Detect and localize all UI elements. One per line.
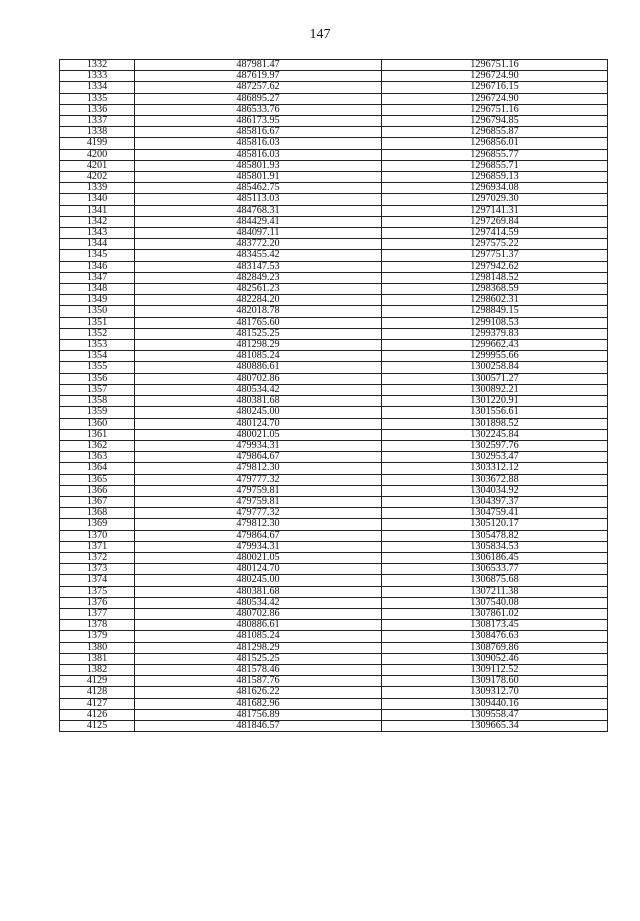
y-coordinate-cell: 1304397.37	[382, 496, 608, 507]
point-number-cell: 1338	[60, 127, 135, 138]
x-coordinate-cell: 481525.25	[135, 653, 382, 664]
point-number-cell: 1351	[60, 317, 135, 328]
point-number-cell: 1350	[60, 306, 135, 317]
point-number-cell: 1374	[60, 575, 135, 586]
table-row	[60, 272, 608, 283]
x-coordinate-cell: 479759.81	[135, 496, 382, 507]
x-coordinate-cell: 480021.05	[135, 552, 382, 563]
x-coordinate-cell: 481578.46	[135, 664, 382, 675]
table-row	[60, 138, 608, 149]
table-row	[60, 631, 608, 642]
x-coordinate-cell: 480702.86	[135, 373, 382, 384]
table-row	[60, 295, 608, 306]
y-coordinate-cell: 1297751.37	[382, 250, 608, 261]
table-row	[60, 519, 608, 530]
point-number-cell: 1334	[60, 82, 135, 93]
point-number-cell: 1376	[60, 597, 135, 608]
y-coordinate-cell: 1308476.63	[382, 631, 608, 642]
y-coordinate-cell: 1299108.53	[382, 317, 608, 328]
x-coordinate-cell: 486533.76	[135, 104, 382, 115]
point-number-cell: 1341	[60, 205, 135, 216]
point-number-cell: 1381	[60, 653, 135, 664]
table-row	[60, 183, 608, 194]
y-coordinate-cell: 1303312.12	[382, 463, 608, 474]
table-row	[60, 328, 608, 339]
point-number-cell: 4201	[60, 160, 135, 171]
y-coordinate-cell: 1298849.15	[382, 306, 608, 317]
x-coordinate-cell: 481298.29	[135, 340, 382, 351]
y-coordinate-cell: 1296751.16	[382, 104, 608, 115]
x-coordinate-cell: 485816.03	[135, 149, 382, 160]
x-coordinate-cell: 480534.42	[135, 597, 382, 608]
x-coordinate-cell: 481756.89	[135, 709, 382, 720]
y-coordinate-cell: 1300892.21	[382, 384, 608, 395]
x-coordinate-cell: 482284.20	[135, 295, 382, 306]
point-number-cell: 1370	[60, 530, 135, 541]
point-number-cell: 1363	[60, 452, 135, 463]
table-row	[60, 384, 608, 395]
point-number-cell: 1355	[60, 362, 135, 373]
x-coordinate-cell: 485801.91	[135, 172, 382, 183]
x-coordinate-cell: 479812.30	[135, 463, 382, 474]
table-row	[60, 317, 608, 328]
table-row	[60, 608, 608, 619]
x-coordinate-cell: 479864.67	[135, 530, 382, 541]
y-coordinate-cell: 1296794.85	[382, 116, 608, 127]
table-row	[60, 474, 608, 485]
y-coordinate-cell: 1308769.86	[382, 642, 608, 653]
y-coordinate-cell: 1305120.17	[382, 519, 608, 530]
point-number-cell: 1361	[60, 429, 135, 440]
point-number-cell: 1364	[60, 463, 135, 474]
x-coordinate-cell: 479934.31	[135, 541, 382, 552]
x-coordinate-cell: 481846.57	[135, 720, 382, 731]
table-row	[60, 653, 608, 664]
x-coordinate-cell: 481587.76	[135, 676, 382, 687]
point-number-cell: 1339	[60, 183, 135, 194]
table-row	[60, 440, 608, 451]
point-number-cell: 1342	[60, 216, 135, 227]
point-number-cell: 1346	[60, 261, 135, 272]
x-coordinate-cell: 481085.24	[135, 351, 382, 362]
x-coordinate-cell: 481682.96	[135, 698, 382, 709]
table-row	[60, 396, 608, 407]
y-coordinate-cell: 1297029.30	[382, 194, 608, 205]
point-number-cell: 1345	[60, 250, 135, 261]
point-number-cell: 1347	[60, 272, 135, 283]
point-number-cell: 4129	[60, 676, 135, 687]
y-coordinate-cell: 1299955.66	[382, 351, 608, 362]
x-coordinate-cell: 485816.67	[135, 127, 382, 138]
x-coordinate-cell: 480245.00	[135, 575, 382, 586]
point-number-cell: 1367	[60, 496, 135, 507]
y-coordinate-cell: 1307861.02	[382, 608, 608, 619]
point-number-cell: 1382	[60, 664, 135, 675]
table-row	[60, 351, 608, 362]
y-coordinate-cell: 1298148.52	[382, 272, 608, 283]
y-coordinate-cell: 1296751.16	[382, 60, 608, 71]
point-number-cell: 4127	[60, 698, 135, 709]
y-coordinate-cell: 1306186.45	[382, 552, 608, 563]
y-coordinate-cell: 1298602.31	[382, 295, 608, 306]
point-number-cell: 1377	[60, 608, 135, 619]
point-number-cell: 1369	[60, 519, 135, 530]
table-row	[60, 284, 608, 295]
table-row	[60, 485, 608, 496]
point-number-cell: 1333	[60, 71, 135, 82]
point-number-cell: 1337	[60, 116, 135, 127]
y-coordinate-cell: 1309558.47	[382, 709, 608, 720]
point-number-cell: 1368	[60, 508, 135, 519]
x-coordinate-cell: 480381.68	[135, 586, 382, 597]
table-row	[60, 93, 608, 104]
point-number-cell: 4200	[60, 149, 135, 160]
y-coordinate-cell: 1297269.84	[382, 216, 608, 227]
table-row	[60, 575, 608, 586]
point-number-cell: 1360	[60, 418, 135, 429]
point-number-cell: 4202	[60, 172, 135, 183]
table-row	[60, 530, 608, 541]
y-coordinate-cell: 1301556.61	[382, 407, 608, 418]
x-coordinate-cell: 480124.70	[135, 564, 382, 575]
table-row	[60, 564, 608, 575]
table-row	[60, 552, 608, 563]
y-coordinate-cell: 1301220.91	[382, 396, 608, 407]
x-coordinate-cell: 485462.75	[135, 183, 382, 194]
point-number-cell: 1336	[60, 104, 135, 115]
y-coordinate-cell: 1304759.41	[382, 508, 608, 519]
x-coordinate-cell: 483772.20	[135, 239, 382, 250]
x-coordinate-cell: 481085.24	[135, 631, 382, 642]
table-row	[60, 676, 608, 687]
y-coordinate-cell: 1300571.27	[382, 373, 608, 384]
point-number-cell: 1378	[60, 620, 135, 631]
table-row	[60, 541, 608, 552]
y-coordinate-cell: 1306875.68	[382, 575, 608, 586]
x-coordinate-cell: 481298.29	[135, 642, 382, 653]
x-coordinate-cell: 479759.81	[135, 485, 382, 496]
page-number: 147	[309, 27, 331, 42]
table-row	[60, 642, 608, 653]
point-number-cell: 1349	[60, 295, 135, 306]
y-coordinate-cell: 1309052.46	[382, 653, 608, 664]
y-coordinate-cell: 1296724.90	[382, 93, 608, 104]
y-coordinate-cell: 1304034.92	[382, 485, 608, 496]
y-coordinate-cell: 1307540.08	[382, 597, 608, 608]
x-coordinate-cell: 487619.97	[135, 71, 382, 82]
x-coordinate-cell: 479777.32	[135, 508, 382, 519]
x-coordinate-cell: 479864.67	[135, 452, 382, 463]
x-coordinate-cell: 483147.53	[135, 261, 382, 272]
table-row	[60, 127, 608, 138]
x-coordinate-cell: 485801.93	[135, 160, 382, 171]
table-row	[60, 250, 608, 261]
table-row	[60, 60, 608, 71]
y-coordinate-cell: 1299379.83	[382, 328, 608, 339]
y-coordinate-cell: 1309665.34	[382, 720, 608, 731]
y-coordinate-cell: 1306533.77	[382, 564, 608, 575]
table-row	[60, 664, 608, 675]
table-row	[60, 216, 608, 227]
table-row	[60, 407, 608, 418]
x-coordinate-cell: 485816.03	[135, 138, 382, 149]
table-row	[60, 104, 608, 115]
y-coordinate-cell: 1302597.76	[382, 440, 608, 451]
table-row	[60, 429, 608, 440]
table-row	[60, 82, 608, 93]
x-coordinate-cell: 482849.23	[135, 272, 382, 283]
point-number-cell: 1348	[60, 284, 135, 295]
y-coordinate-cell: 1303672.88	[382, 474, 608, 485]
table-row	[60, 373, 608, 384]
x-coordinate-cell: 481525.25	[135, 328, 382, 339]
point-number-cell: 1358	[60, 396, 135, 407]
table-row	[60, 597, 608, 608]
y-coordinate-cell: 1309112.52	[382, 664, 608, 675]
table-row	[60, 698, 608, 709]
point-number-cell: 1356	[60, 373, 135, 384]
table-row	[60, 687, 608, 698]
table-row	[60, 205, 608, 216]
table-row	[60, 306, 608, 317]
point-number-cell: 1340	[60, 194, 135, 205]
y-coordinate-cell: 1297414.59	[382, 228, 608, 239]
table-row	[60, 261, 608, 272]
y-coordinate-cell: 1296855.77	[382, 149, 608, 160]
y-coordinate-cell: 1308173.45	[382, 620, 608, 631]
point-number-cell: 4128	[60, 687, 135, 698]
y-coordinate-cell: 1296859.13	[382, 172, 608, 183]
x-coordinate-cell: 480886.61	[135, 620, 382, 631]
x-coordinate-cell: 485113.03	[135, 194, 382, 205]
x-coordinate-cell: 487981.47	[135, 60, 382, 71]
point-number-cell: 4126	[60, 709, 135, 720]
point-number-cell: 4125	[60, 720, 135, 731]
table-row	[60, 586, 608, 597]
y-coordinate-cell: 1298368.59	[382, 284, 608, 295]
table-row	[60, 239, 608, 250]
y-coordinate-cell: 1296934.08	[382, 183, 608, 194]
x-coordinate-cell: 482018.78	[135, 306, 382, 317]
x-coordinate-cell: 480124.70	[135, 418, 382, 429]
point-number-cell: 1357	[60, 384, 135, 395]
y-coordinate-cell: 1297575.22	[382, 239, 608, 250]
point-number-cell: 1373	[60, 564, 135, 575]
point-number-cell: 1375	[60, 586, 135, 597]
x-coordinate-cell: 479812.30	[135, 519, 382, 530]
y-coordinate-cell: 1296856.01	[382, 138, 608, 149]
y-coordinate-cell: 1307211.38	[382, 586, 608, 597]
y-coordinate-cell: 1309312.70	[382, 687, 608, 698]
y-coordinate-cell: 1309178.60	[382, 676, 608, 687]
x-coordinate-cell: 480381.68	[135, 396, 382, 407]
table-row	[60, 418, 608, 429]
table-row	[60, 340, 608, 351]
table-row	[60, 463, 608, 474]
y-coordinate-cell: 1296855.87	[382, 127, 608, 138]
y-coordinate-cell: 1297942.62	[382, 261, 608, 272]
x-coordinate-cell: 486895.27	[135, 93, 382, 104]
y-coordinate-cell: 1309440.16	[382, 698, 608, 709]
y-coordinate-cell: 1296855.71	[382, 160, 608, 171]
point-number-cell: 1362	[60, 440, 135, 451]
x-coordinate-cell: 484097.11	[135, 228, 382, 239]
x-coordinate-cell: 481626.22	[135, 687, 382, 698]
coordinates-table-body	[60, 60, 608, 732]
table-row	[60, 71, 608, 82]
x-coordinate-cell: 479934.31	[135, 440, 382, 451]
point-number-cell: 1343	[60, 228, 135, 239]
table-row	[60, 228, 608, 239]
x-coordinate-cell: 484768.31	[135, 205, 382, 216]
point-number-cell: 1352	[60, 328, 135, 339]
table-row	[60, 709, 608, 720]
table-row	[60, 149, 608, 160]
x-coordinate-cell: 480702.86	[135, 608, 382, 619]
table-row	[60, 160, 608, 171]
y-coordinate-cell: 1302953.47	[382, 452, 608, 463]
point-number-cell: 1372	[60, 552, 135, 563]
point-number-cell: 4199	[60, 138, 135, 149]
y-coordinate-cell: 1299662.43	[382, 340, 608, 351]
table-row	[60, 496, 608, 507]
point-number-cell: 1380	[60, 642, 135, 653]
y-coordinate-cell: 1296716.15	[382, 82, 608, 93]
x-coordinate-cell: 479777.32	[135, 474, 382, 485]
table-row	[60, 620, 608, 631]
table-row	[60, 452, 608, 463]
x-coordinate-cell: 481765.60	[135, 317, 382, 328]
point-number-cell: 1353	[60, 340, 135, 351]
point-number-cell: 1366	[60, 485, 135, 496]
x-coordinate-cell: 480021.05	[135, 429, 382, 440]
x-coordinate-cell: 487257.62	[135, 82, 382, 93]
table-row	[60, 194, 608, 205]
point-number-cell: 1335	[60, 93, 135, 104]
y-coordinate-cell: 1305834.53	[382, 541, 608, 552]
point-number-cell: 1354	[60, 351, 135, 362]
x-coordinate-cell: 484429.41	[135, 216, 382, 227]
point-number-cell: 1371	[60, 541, 135, 552]
x-coordinate-cell: 480886.61	[135, 362, 382, 373]
table-row	[60, 362, 608, 373]
y-coordinate-cell: 1300258.84	[382, 362, 608, 373]
x-coordinate-cell: 486173.95	[135, 116, 382, 127]
coordinates-table	[59, 59, 608, 732]
table-row	[60, 116, 608, 127]
point-number-cell: 1359	[60, 407, 135, 418]
x-coordinate-cell: 483455.42	[135, 250, 382, 261]
y-coordinate-cell: 1305478.82	[382, 530, 608, 541]
point-number-cell: 1344	[60, 239, 135, 250]
x-coordinate-cell: 482561.23	[135, 284, 382, 295]
table-row	[60, 720, 608, 731]
x-coordinate-cell: 480245.00	[135, 407, 382, 418]
y-coordinate-cell: 1302245.84	[382, 429, 608, 440]
y-coordinate-cell: 1301898.52	[382, 418, 608, 429]
point-number-cell: 1365	[60, 474, 135, 485]
y-coordinate-cell: 1297141.31	[382, 205, 608, 216]
x-coordinate-cell: 480534.42	[135, 384, 382, 395]
y-coordinate-cell: 1296724.90	[382, 71, 608, 82]
table-row	[60, 172, 608, 183]
table-row	[60, 508, 608, 519]
point-number-cell: 1332	[60, 60, 135, 71]
point-number-cell: 1379	[60, 631, 135, 642]
